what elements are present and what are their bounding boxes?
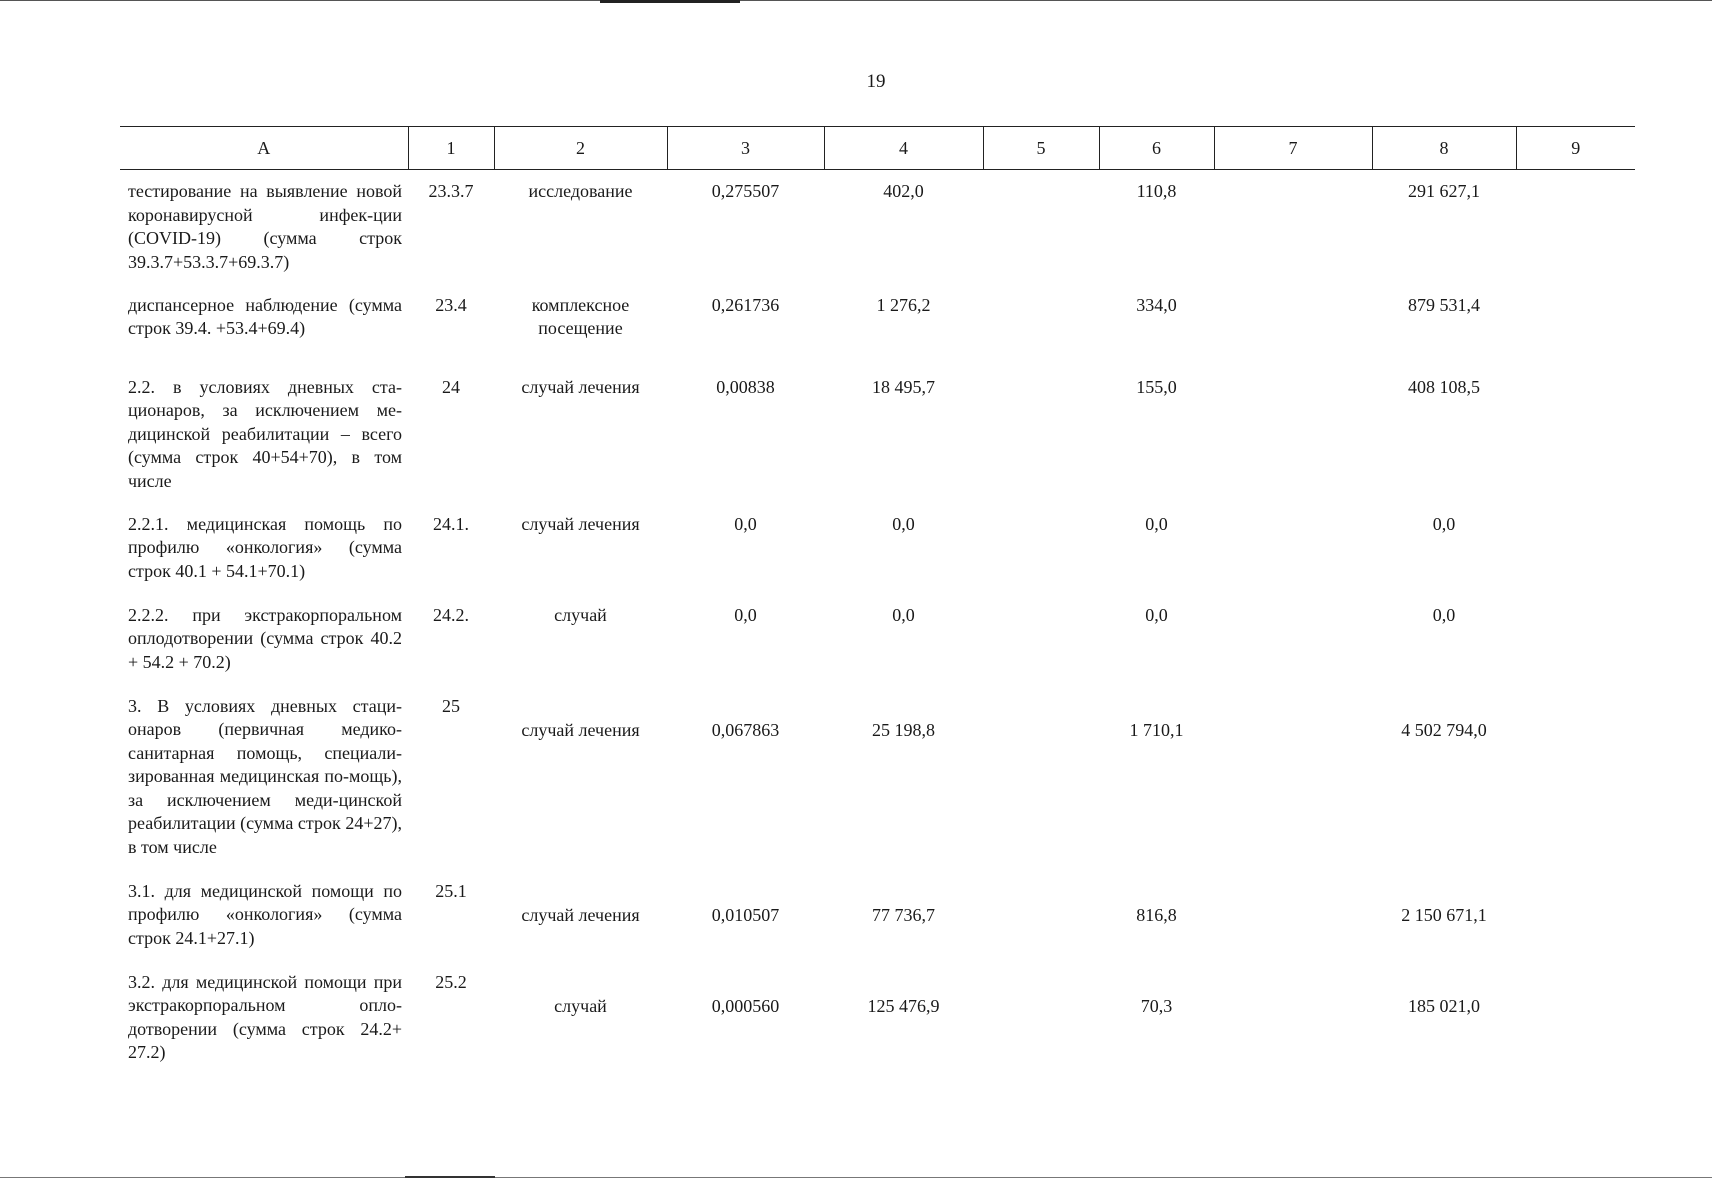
- table-row: [120, 284, 1635, 366]
- row-col8: 2 150 671,1: [1401, 904, 1487, 925]
- row-unit: случай лечения: [521, 376, 640, 397]
- row-col3: 0,067863: [711, 719, 780, 740]
- row-col6: 70,3: [1140, 995, 1173, 1016]
- row-col7: [1214, 366, 1372, 503]
- row-col4: 1 276,2: [876, 294, 931, 315]
- row-col8: 4 502 794,0: [1401, 719, 1487, 740]
- row-col8: 0,0: [1432, 513, 1456, 534]
- row-code: 24: [442, 376, 460, 397]
- row-col5: [983, 366, 1099, 503]
- col-header-8: 8: [1372, 127, 1516, 170]
- row-col9: [1516, 503, 1635, 594]
- table-header-row: [120, 127, 1635, 170]
- row-col6: 816,8: [1136, 904, 1177, 925]
- row-col3: 0,0: [734, 604, 757, 625]
- row-code: 25.1: [435, 880, 467, 901]
- row-description: 3.1. для медицинской помощи по профилю «онкология» (сумма строк 24.1+27.1): [128, 880, 402, 948]
- row-unit: случай лечения: [521, 719, 640, 740]
- row-col9: [1516, 170, 1635, 284]
- row-col3: 0,275507: [711, 181, 780, 201]
- scan-edge-top: [0, 0, 1712, 1]
- row-col4: 77 736,7: [872, 904, 935, 925]
- row-col9: [1516, 685, 1635, 870]
- row-col4: 0,0: [892, 604, 915, 625]
- row-col8: 185 021,0: [1408, 995, 1480, 1016]
- page-number: 19: [866, 71, 886, 92]
- row-col6: 0,0: [1145, 513, 1168, 534]
- row-col7: [1214, 870, 1372, 961]
- row-col7: [1214, 594, 1372, 685]
- row-col7: [1214, 503, 1372, 594]
- data-table: [120, 126, 1635, 1071]
- row-col8: 408 108,5: [1408, 376, 1480, 397]
- row-description: 3.2. для медицинской помощи при экстракорпоральном опло-дотворении (сумма строк 24.2+ 27.2): [128, 971, 402, 1062]
- row-col3: 0,0: [734, 513, 757, 534]
- table-row: [120, 685, 1635, 870]
- table-row: [120, 170, 1635, 284]
- row-col4: 18 495,7: [872, 376, 935, 397]
- row-col5: [983, 594, 1099, 685]
- row-code: 23.3.7: [428, 181, 474, 201]
- table-row: [120, 870, 1635, 961]
- row-col7: [1214, 284, 1372, 366]
- col-header-2: 2: [494, 127, 667, 170]
- row-description: 2.2.1. медицинская помощь по профилю «онкология» (сумма строк 40.1 + 54.1+70.1): [128, 513, 402, 581]
- row-col3: 0,000560: [711, 995, 780, 1016]
- row-col9: [1516, 870, 1635, 961]
- row-description: 2.2.2. при экстракорпоральном оплодотворении (сумма строк 40.2 + 54.2 + 70.2): [128, 604, 402, 672]
- row-description: 3. В условиях дневных стаци-онаров (первичная медико-санитарная помощь, специали-зированная медицинская по-мощь), за исключением меди-цинской реабилитации (сумма строк 24+27), в том числе: [128, 695, 402, 857]
- scan-mark-top: [600, 0, 740, 3]
- row-code: 25: [442, 695, 460, 716]
- table-row: [120, 961, 1635, 1071]
- row-unit: комплексное посещение: [531, 294, 630, 338]
- row-unit: случай: [554, 995, 607, 1016]
- row-description: 2.2. в условиях дневных ста-ционаров, за исключением ме-дицинской реабилитации – всего (сумма строк 40+54+70), в том числе: [128, 376, 402, 491]
- row-col8: 0,0: [1432, 604, 1456, 625]
- row-unit: случай: [554, 604, 607, 625]
- row-col3: 0,010507: [711, 904, 780, 925]
- row-col6: 0,0: [1145, 604, 1168, 625]
- row-col5: [983, 170, 1099, 284]
- row-unit: случай лечения: [521, 513, 640, 534]
- row-unit: случай лечения: [521, 904, 640, 925]
- row-col9: [1516, 594, 1635, 685]
- row-description: тестирование на выявление новой коронавирусной инфек-ции (COVID-19) (сумма строк 39.3.7+53.3.7+69.3.7): [128, 181, 402, 272]
- row-col5: [983, 284, 1099, 366]
- col-header-4: 4: [824, 127, 983, 170]
- scan-mark-bottom: [405, 1176, 495, 1178]
- col-header-3: 3: [667, 127, 824, 170]
- row-description: диспансерное наблюдение (сумма строк 39.4. +53.4+69.4): [128, 294, 402, 338]
- table-row: [120, 594, 1635, 685]
- row-col4: 402,0: [883, 181, 924, 201]
- row-col5: [983, 961, 1099, 1071]
- row-code: 25.2: [435, 971, 467, 992]
- scan-edge-bottom: [0, 1177, 1712, 1178]
- row-col9: [1516, 284, 1635, 366]
- row-code: 23.4: [435, 294, 467, 315]
- row-col3: 0,261736: [711, 294, 780, 315]
- row-col3: 0,00838: [716, 376, 775, 397]
- row-col4: 25 198,8: [872, 719, 935, 740]
- row-col5: [983, 685, 1099, 870]
- row-col8: 879 531,4: [1408, 294, 1480, 315]
- row-unit: исследование: [528, 181, 633, 201]
- row-col7: [1214, 685, 1372, 870]
- row-col9: [1516, 961, 1635, 1071]
- row-col7: [1214, 961, 1372, 1071]
- row-col8: 291 627,1: [1408, 181, 1480, 201]
- row-col6: 155,0: [1136, 376, 1177, 397]
- col-header-6: 6: [1099, 127, 1214, 170]
- row-col5: [983, 870, 1099, 961]
- table-row: [120, 503, 1635, 594]
- col-header-5: 5: [983, 127, 1099, 170]
- row-col5: [983, 503, 1099, 594]
- row-col4: 0,0: [892, 513, 915, 534]
- row-col6: 110,8: [1136, 181, 1177, 201]
- col-header-9: 9: [1516, 127, 1635, 170]
- row-col6: 334,0: [1136, 294, 1177, 315]
- row-col7: [1214, 170, 1372, 284]
- row-col9: [1516, 366, 1635, 503]
- row-code: 24.2.: [433, 604, 469, 625]
- col-header-1: 1: [408, 127, 494, 170]
- row-col6: 1 710,1: [1129, 719, 1184, 740]
- table-row: [120, 366, 1635, 503]
- col-header-7: 7: [1214, 127, 1372, 170]
- row-code: 24.1.: [433, 513, 469, 534]
- row-col4: 125 476,9: [867, 995, 940, 1016]
- col-header-a: А: [120, 127, 408, 170]
